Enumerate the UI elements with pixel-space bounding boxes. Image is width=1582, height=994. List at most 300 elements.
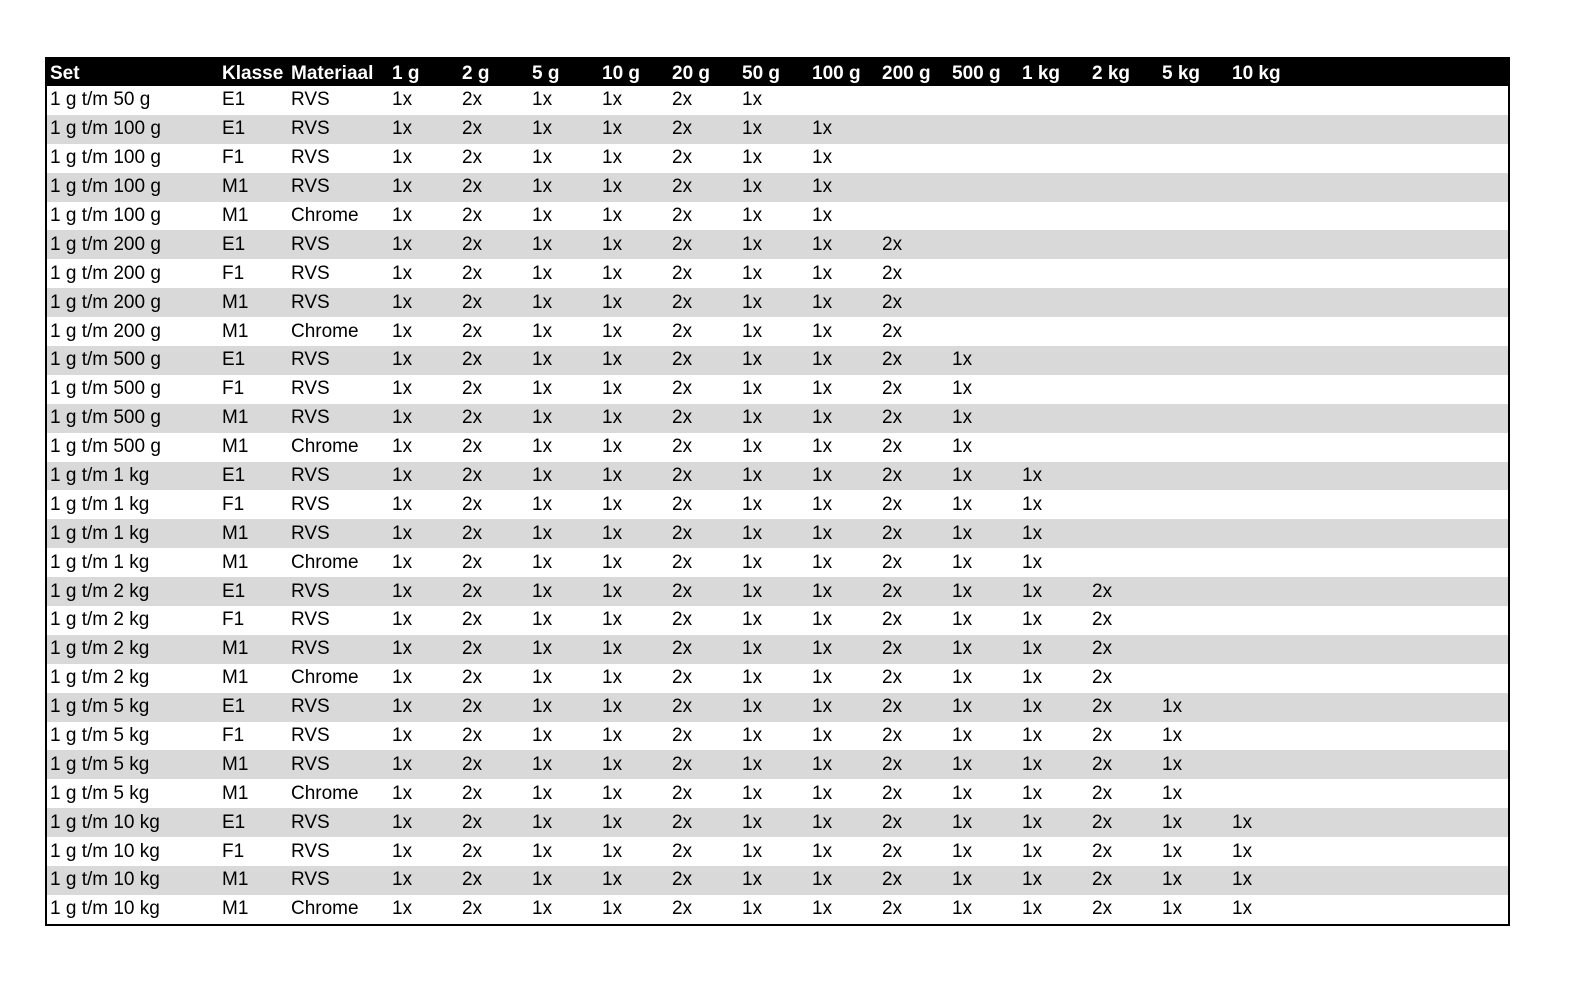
table-cell: 2x	[462, 89, 483, 111]
table-cell: 1x	[532, 407, 553, 429]
table-cell: 2x	[672, 898, 693, 920]
table-row	[47, 317, 1508, 346]
table-cell	[1229, 346, 1508, 375]
table-cell: 2x	[672, 493, 693, 515]
table-cell: 1x	[952, 753, 973, 775]
table-cell: M1	[222, 407, 249, 429]
table-cell: F1	[222, 493, 245, 515]
weight-sets-table-container	[45, 57, 1510, 926]
table-cell: 2x	[882, 869, 903, 891]
table-cell: 1x	[602, 609, 623, 631]
column-header: 5 g	[532, 63, 560, 84]
table-cell: 1x	[532, 118, 553, 140]
table-cell: 2x	[882, 609, 903, 631]
table-cell	[1159, 519, 1229, 548]
table-row	[47, 837, 1508, 866]
table-row	[47, 664, 1508, 693]
table-cell	[1089, 86, 1159, 115]
table-cell	[949, 259, 1019, 288]
table-cell: 1x	[532, 580, 553, 602]
table-cell: 2x	[672, 349, 693, 371]
table-cell: 1x	[392, 898, 413, 920]
table-cell: 1x	[602, 147, 623, 169]
table-cell: 1x	[532, 493, 553, 515]
table-cell: 1x	[392, 753, 413, 775]
table-cell	[1089, 490, 1159, 519]
table-cell	[949, 115, 1019, 144]
table-cell	[1089, 462, 1159, 491]
table-cell: 1x	[952, 898, 973, 920]
table-cell: 1x	[952, 869, 973, 891]
table-cell: E1	[222, 349, 246, 371]
table-cell: M1	[222, 320, 249, 342]
table-cell: 1 g t/m 200 g	[50, 233, 161, 255]
column-header: 500 g	[952, 63, 1001, 84]
table-cell: 1x	[812, 320, 833, 342]
table-cell: 1x	[952, 378, 973, 400]
table-cell	[1229, 693, 1508, 722]
table-cell: 2x	[462, 205, 483, 226]
table-cell: RVS	[291, 753, 330, 775]
table-cell: RVS	[291, 840, 330, 862]
table-cell: 1x	[742, 840, 763, 862]
table-cell: 1x	[952, 782, 973, 804]
table-cell: 1x	[1022, 696, 1043, 718]
table-cell: 2x	[1092, 667, 1113, 689]
table-cell: 2x	[882, 811, 903, 833]
table-cell: 1x	[532, 436, 553, 458]
column-header: 1 kg	[1022, 63, 1061, 84]
table-cell: 1x	[1162, 782, 1183, 804]
table-cell: 1x	[392, 580, 413, 602]
table-cell: 1x	[742, 551, 763, 573]
table-cell: RVS	[291, 522, 330, 544]
table-cell: 1x	[952, 436, 973, 458]
table-cell: 1x	[812, 898, 833, 920]
table-cell: 1x	[952, 638, 973, 660]
table-cell: 2x	[672, 262, 693, 284]
table-cell: 1x	[1022, 465, 1043, 487]
table-cell: 2x	[672, 811, 693, 833]
table-cell	[1089, 144, 1159, 173]
table-cell: 1x	[1022, 667, 1043, 689]
table-cell: 1x	[742, 493, 763, 515]
table-cell: 2x	[462, 436, 483, 458]
table-cell: 2x	[672, 667, 693, 689]
table-cell	[809, 86, 879, 115]
table-cell	[1229, 433, 1508, 462]
table-cell: 2x	[462, 378, 483, 400]
table-cell	[1229, 664, 1508, 693]
table-cell: 2x	[1092, 609, 1113, 631]
table-cell	[1159, 144, 1229, 173]
table-cell: 1x	[532, 696, 553, 718]
table-cell: 2x	[672, 869, 693, 891]
table-cell: 1 g t/m 5 kg	[50, 696, 150, 718]
table-cell	[1229, 577, 1508, 606]
table-cell: 1x	[1022, 522, 1043, 544]
table-cell: 1 g t/m 1 kg	[50, 493, 150, 515]
table-cell: E1	[222, 465, 246, 487]
table-cell	[1159, 230, 1229, 259]
table-cell: 1x	[952, 667, 973, 689]
table-cell	[1159, 86, 1229, 115]
table-cell: 1x	[1162, 869, 1183, 891]
table-cell: 1x	[812, 811, 833, 833]
table-cell: 2x	[1092, 869, 1113, 891]
table-row	[47, 375, 1508, 404]
table-cell: 1x	[602, 320, 623, 342]
table-cell: 2x	[1092, 638, 1113, 660]
table-cell: 2x	[1092, 898, 1113, 920]
table-cell	[1159, 317, 1229, 346]
table-cell: Chrome	[291, 436, 359, 458]
table-cell: 1x	[392, 522, 413, 544]
table-cell: 1 g t/m 200 g	[50, 291, 161, 313]
table-cell	[879, 173, 949, 202]
table-cell	[1229, 462, 1508, 491]
table-cell: 2x	[672, 725, 693, 747]
table-cell: 2x	[462, 407, 483, 429]
table-cell: 1x	[532, 291, 553, 313]
table-cell: F1	[222, 840, 245, 862]
table-cell	[1019, 433, 1089, 462]
table-cell: 1x	[952, 725, 973, 747]
table-cell	[1159, 548, 1229, 577]
table-cell	[1229, 606, 1508, 635]
column-header: 1 g	[392, 63, 420, 84]
table-cell: Chrome	[291, 320, 359, 342]
table-cell	[1019, 317, 1089, 346]
table-cell: 1x	[392, 320, 413, 342]
table-cell: M1	[222, 869, 249, 891]
table-cell	[1019, 173, 1089, 202]
table-cell: 2x	[882, 782, 903, 804]
table-cell: 2x	[882, 522, 903, 544]
table-cell: 1x	[532, 233, 553, 255]
column-header: Materiaal	[291, 63, 374, 84]
table-cell: 2x	[882, 840, 903, 862]
table-cell	[1229, 404, 1508, 433]
table-cell: 2x	[882, 667, 903, 689]
table-cell: E1	[222, 89, 246, 111]
table-cell	[1229, 259, 1508, 288]
table-cell: 1x	[392, 349, 413, 371]
table-cell: 1x	[602, 840, 623, 862]
table-cell: 2x	[462, 782, 483, 804]
table-cell: 1x	[742, 725, 763, 747]
table-cell	[1229, 202, 1508, 231]
table-cell: 1 g t/m 5 kg	[50, 725, 150, 747]
table-cell: 1 g t/m 500 g	[50, 436, 161, 458]
table-cell: 2x	[882, 551, 903, 573]
table-cell: Chrome	[291, 782, 359, 804]
table-row	[47, 144, 1508, 173]
table-cell	[1159, 577, 1229, 606]
table-cell	[1159, 202, 1229, 231]
table-cell: 1x	[742, 378, 763, 400]
table-cell	[949, 230, 1019, 259]
table-cell	[879, 144, 949, 173]
table-cell: 2x	[1092, 696, 1113, 718]
table-cell: 2x	[882, 696, 903, 718]
table-cell: 1x	[742, 349, 763, 371]
table-cell: 1x	[392, 407, 413, 429]
table-cell: 2x	[462, 349, 483, 371]
table-cell: 1 g t/m 100 g	[50, 147, 161, 169]
table-cell: 1x	[392, 378, 413, 400]
table-cell: 2x	[462, 551, 483, 573]
column-header: 50 g	[742, 63, 781, 84]
table-cell: 1x	[602, 898, 623, 920]
table-cell: 1x	[602, 436, 623, 458]
table-cell: 1 g t/m 2 kg	[50, 580, 150, 602]
table-cell: 1x	[532, 551, 553, 573]
table-cell: RVS	[291, 233, 330, 255]
table-cell: 1x	[532, 320, 553, 342]
table-cell: 1x	[812, 378, 833, 400]
table-cell: 1x	[1232, 811, 1253, 833]
table-cell	[1229, 317, 1508, 346]
table-cell	[949, 144, 1019, 173]
table-cell: 2x	[462, 898, 483, 920]
table-cell: 2x	[462, 465, 483, 487]
table-cell: 1x	[602, 89, 623, 111]
table-cell: 1x	[1022, 493, 1043, 515]
table-row	[47, 519, 1508, 548]
table-cell: 1x	[742, 580, 763, 602]
table-cell: F1	[222, 147, 245, 169]
table-cell: 2x	[672, 176, 693, 198]
table-cell: 1x	[392, 205, 413, 226]
table-cell: 1x	[532, 898, 553, 920]
table-cell	[1089, 259, 1159, 288]
table-cell: 1x	[742, 869, 763, 891]
table-cell	[879, 115, 949, 144]
table-cell: 2x	[882, 407, 903, 429]
table-cell: 1x	[392, 725, 413, 747]
column-header: 5 kg	[1162, 63, 1201, 84]
table-cell: 1x	[392, 667, 413, 689]
table-cell: RVS	[291, 118, 330, 140]
table-cell: 2x	[462, 493, 483, 515]
table-cell: 2x	[1092, 782, 1113, 804]
table-cell: 1x	[392, 233, 413, 255]
table-row	[47, 173, 1508, 202]
table-cell: 1x	[812, 493, 833, 515]
table-cell: M1	[222, 436, 249, 458]
table-cell: Chrome	[291, 898, 359, 920]
table-cell: RVS	[291, 89, 330, 111]
column-header: Klasse	[222, 63, 284, 84]
table-cell: 1x	[602, 407, 623, 429]
table-cell: 1x	[952, 840, 973, 862]
table-cell: 1x	[602, 725, 623, 747]
table-cell: M1	[222, 176, 249, 198]
table-cell: E1	[222, 696, 246, 718]
table-cell	[1159, 462, 1229, 491]
table-cell: 1x	[602, 262, 623, 284]
table-cell	[949, 86, 1019, 115]
table-cell: 2x	[882, 436, 903, 458]
table-cell	[1019, 144, 1089, 173]
table-cell: E1	[222, 118, 246, 140]
table-cell: 2x	[882, 580, 903, 602]
table-cell: F1	[222, 725, 245, 747]
table-row	[47, 548, 1508, 577]
table-cell: 1x	[392, 436, 413, 458]
table-cell	[1159, 635, 1229, 664]
table-cell	[1019, 230, 1089, 259]
table-cell: 2x	[882, 493, 903, 515]
table-cell: 2x	[882, 898, 903, 920]
table-cell	[1229, 173, 1508, 202]
table-cell: RVS	[291, 465, 330, 487]
table-cell: 1 g t/m 100 g	[50, 118, 161, 140]
table-cell	[1089, 230, 1159, 259]
table-cell	[949, 288, 1019, 317]
table-row	[47, 259, 1508, 288]
table-row	[47, 606, 1508, 635]
table-body	[47, 86, 1508, 924]
table-cell: 1 g t/m 5 kg	[50, 753, 150, 775]
table-cell: E1	[222, 233, 246, 255]
table-cell	[1019, 86, 1089, 115]
table-cell	[1159, 433, 1229, 462]
table-cell: RVS	[291, 811, 330, 833]
table-cell: 1x	[602, 638, 623, 660]
table-cell: 1x	[532, 638, 553, 660]
table-cell: 1x	[812, 465, 833, 487]
table-cell: 1x	[952, 580, 973, 602]
table-cell: 1 g t/m 500 g	[50, 407, 161, 429]
table-cell: 1x	[952, 811, 973, 833]
table-cell	[1019, 346, 1089, 375]
table-cell: 1x	[1022, 840, 1043, 862]
table-cell: 2x	[1092, 580, 1113, 602]
table-cell: 1x	[952, 609, 973, 631]
column-header: 100 g	[812, 63, 861, 84]
table-cell: 1x	[602, 551, 623, 573]
table-cell: 1 g t/m 500 g	[50, 349, 161, 371]
table-cell	[1229, 288, 1508, 317]
table-cell: 1x	[812, 262, 833, 284]
table-cell: 2x	[462, 667, 483, 689]
table-cell: 1x	[952, 349, 973, 371]
table-cell: 1x	[742, 118, 763, 140]
table-cell: 1x	[742, 638, 763, 660]
table-cell: 1 g t/m 10 kg	[50, 840, 160, 862]
table-cell: RVS	[291, 262, 330, 284]
table-row	[47, 115, 1508, 144]
table-cell	[879, 86, 949, 115]
table-cell: 2x	[672, 551, 693, 573]
table-cell: 1x	[1022, 551, 1043, 573]
table-cell: 2x	[462, 233, 483, 255]
table-cell: 1x	[532, 667, 553, 689]
table-cell: 1x	[812, 205, 833, 226]
table-row	[47, 86, 1508, 115]
table-cell	[1159, 288, 1229, 317]
table-cell: 1x	[392, 840, 413, 862]
table-cell	[1089, 404, 1159, 433]
table-cell: 1 g t/m 2 kg	[50, 667, 150, 689]
table-cell: 2x	[462, 609, 483, 631]
table-row	[47, 750, 1508, 779]
table-cell: 1x	[532, 840, 553, 862]
table-cell: Chrome	[291, 667, 359, 689]
table-cell: M1	[222, 782, 249, 804]
table-cell: 1x	[952, 522, 973, 544]
table-cell: 1x	[812, 638, 833, 660]
table-cell: 2x	[462, 840, 483, 862]
table-cell: 2x	[882, 753, 903, 775]
table-cell: 1 g t/m 1 kg	[50, 465, 150, 487]
table-cell: 2x	[462, 753, 483, 775]
table-cell: 1x	[1232, 898, 1253, 920]
table-cell: 2x	[462, 725, 483, 747]
table-cell: 1x	[602, 291, 623, 313]
table-cell	[1019, 375, 1089, 404]
table-cell: 1x	[952, 407, 973, 429]
table-cell: 1x	[812, 118, 833, 140]
table-cell: 1x	[1232, 840, 1253, 862]
table-cell: 1x	[392, 118, 413, 140]
table-cell: 1x	[812, 782, 833, 804]
table-cell: 1x	[812, 725, 833, 747]
table-cell: 2x	[672, 205, 693, 226]
table-row	[47, 779, 1508, 808]
table-cell	[1019, 202, 1089, 231]
table-cell: 1x	[742, 898, 763, 920]
table-row	[47, 288, 1508, 317]
table-cell: 1x	[812, 667, 833, 689]
table-cell: 1x	[392, 291, 413, 313]
table-cell: 1x	[952, 465, 973, 487]
table-cell: 1x	[952, 696, 973, 718]
table-cell: 1x	[602, 378, 623, 400]
table-cell: M1	[222, 551, 249, 573]
table-cell: E1	[222, 580, 246, 602]
table-cell: 1x	[602, 782, 623, 804]
table-cell: 1x	[602, 205, 623, 226]
table-cell: 1x	[392, 493, 413, 515]
table-cell: 1x	[602, 753, 623, 775]
table-cell: M1	[222, 291, 249, 313]
table-cell: 1x	[742, 407, 763, 429]
table-cell: 2x	[672, 147, 693, 169]
table-cell: RVS	[291, 349, 330, 371]
table-cell: 2x	[462, 262, 483, 284]
table-cell: 1 g t/m 10 kg	[50, 869, 160, 891]
table-cell: 1x	[602, 349, 623, 371]
table-cell: 1x	[812, 436, 833, 458]
table-cell: 1x	[812, 551, 833, 573]
table-cell: 2x	[462, 696, 483, 718]
table-cell: 1x	[742, 89, 763, 111]
table-cell: 2x	[672, 436, 693, 458]
table-cell	[1089, 433, 1159, 462]
table-cell: 2x	[462, 522, 483, 544]
column-header: 2 kg	[1092, 63, 1131, 84]
table-row	[47, 346, 1508, 375]
table-cell: M1	[222, 753, 249, 775]
table-cell: E1	[222, 811, 246, 833]
table-cell: 2x	[462, 291, 483, 313]
table-cell	[1019, 288, 1089, 317]
table-cell: 2x	[462, 869, 483, 891]
table-cell: 2x	[882, 465, 903, 487]
